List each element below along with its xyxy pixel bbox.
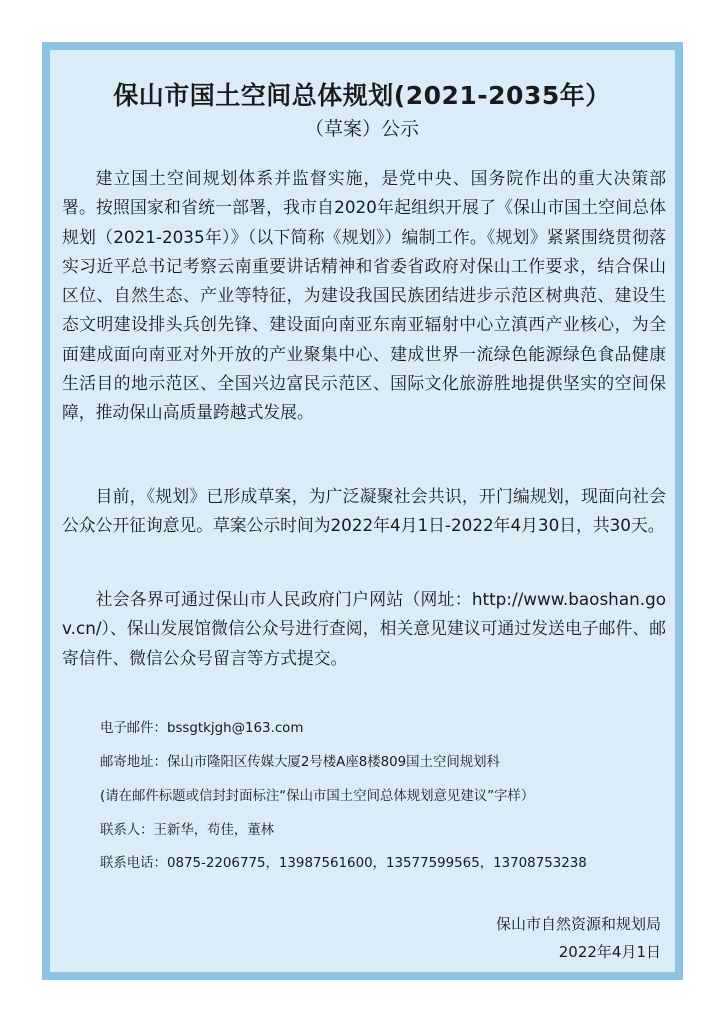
paragraph-channels: 社会各界可通过保山市人民政府门户网站（网址：http://www.baoshan.gov.cn/）、保山发展馆微信公众号进行查阅，相关意见建议可通过发送电子邮件、邮寄信件、微信公众号留言等方式提交。 (62, 589, 666, 668)
paragraph-consultation: 目前，《规划》已形成草案，为广泛凝聚社会共识，开门编规划，现面向社会公众公开征询意见。草案公示时间为2022年4月1日-2022年4月30日，共30天。 (62, 486, 666, 536)
paragraph-background: 建立国土空间规划体系并监督实施，是党中央、国务院作出的重大决策部署。按照国家和省统一部署，我市自2020年起组织开展了《保山市国土空间总体规划（2021-2035年）》（以下简称《规划》）编制工作。《规划》紧紧围绕贯彻落实习近平总书记考察云南重要讲话精神和省委省政府对保山工作要求，结合保山区位、自然生态、产业等特征，为建设我国民族团结进步示范区树典范、建设生态文明建设排头兵创先锋、建设面向南亚东南亚辐射中心立滇西产业核心，为全面建成面向南亚对外开放的产业聚集中心、建成世界一流绿色能源绿色食品健康生活目的地示范区、全国兴边富民示范区、国际文化旅游胜地提供坚实的空间保障，推动保山高质量跨越式发展。 (62, 168, 666, 423)
notice-subtitle: （草案）公示 (304, 118, 419, 140)
issuer-name: 保山市自然资源和规划局 (495, 915, 661, 933)
issue-date: 2022年4月1日 (558, 943, 661, 961)
contact-people: 联系人：王新华，苟佳，董林 (100, 823, 275, 838)
contact-note: (请在邮件标题或信封封面标注“保山市国土空间总体规划意见建议”字样） (100, 789, 535, 804)
contact-email: 电子邮件：bssgtkjgh@163.com (100, 721, 304, 736)
contact-address: 邮寄地址：保山市隆阳区传媒大厦2号楼A座8楼809国土空间规划科 (100, 755, 500, 770)
notice-title: 保山市国土空间总体规划(2021-2035年） (113, 81, 611, 110)
contact-phone: 联系电话：0875-2206775，13987561600，13577599565，13708753238 (100, 856, 587, 871)
